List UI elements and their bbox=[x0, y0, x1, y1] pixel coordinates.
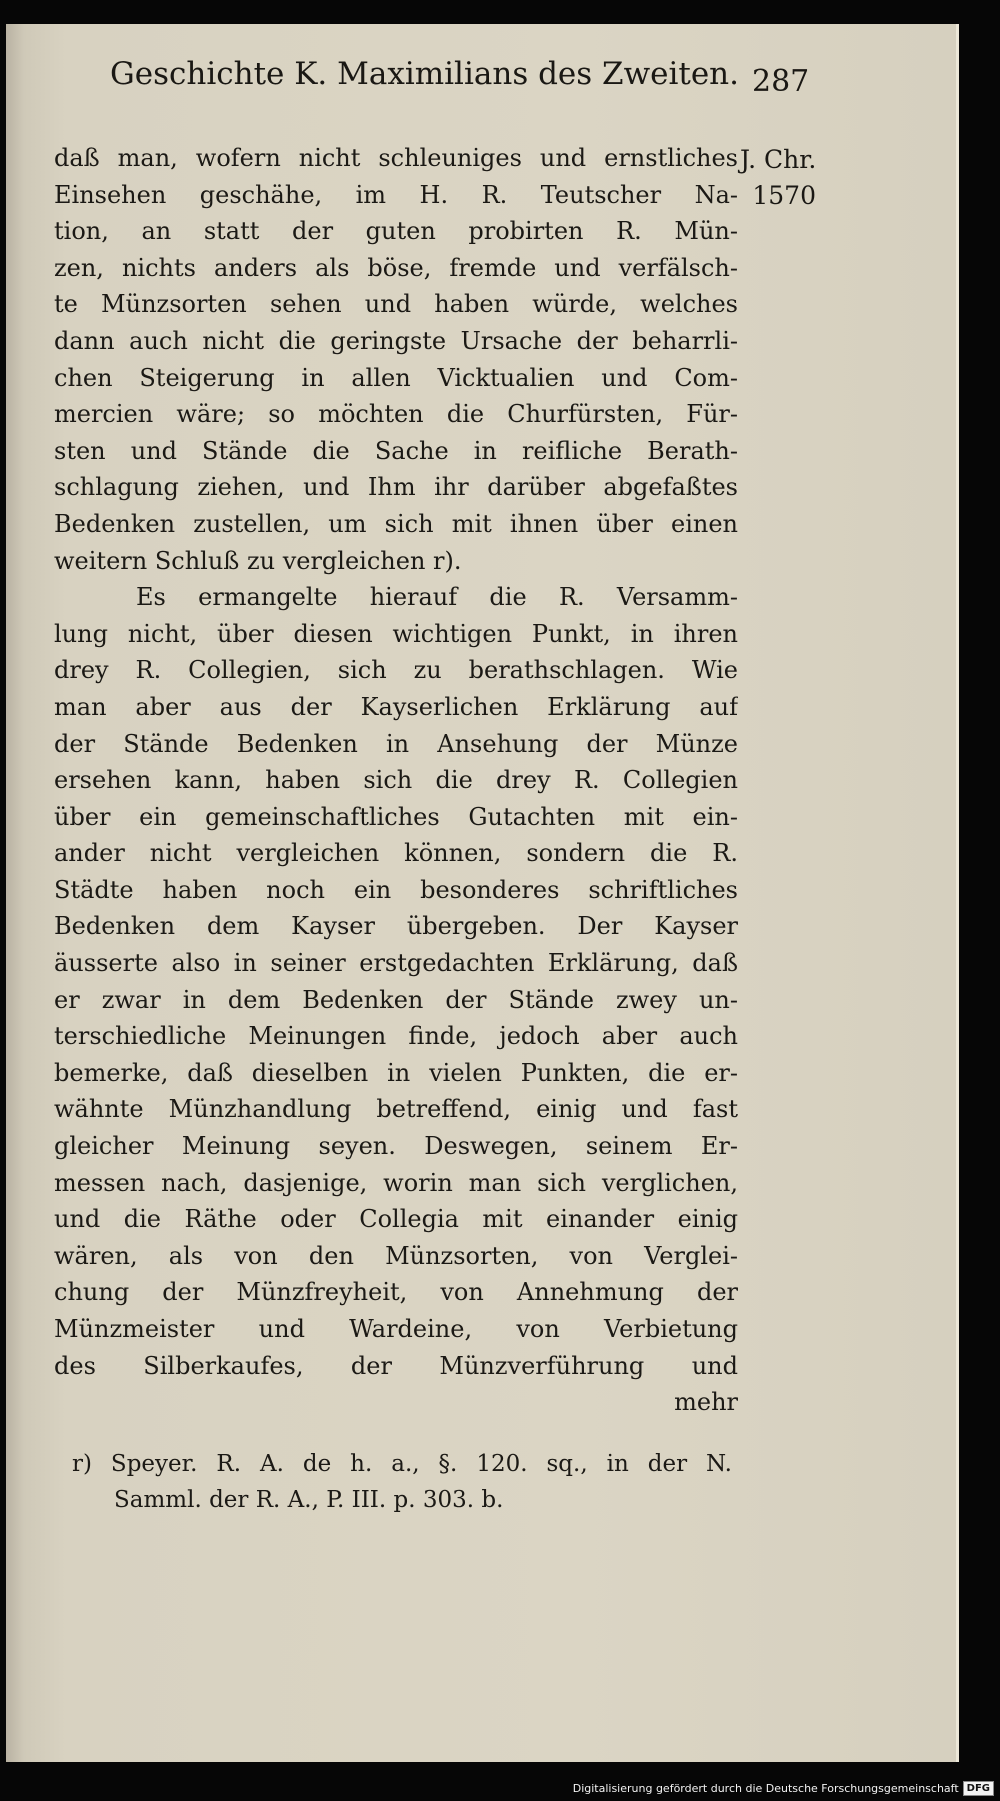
dfg-logo-icon: DFG bbox=[963, 1781, 994, 1796]
text-line: man aber aus der Kayserlichen Erklärung auf bbox=[54, 692, 738, 721]
text-line: wären, als von den Münzsorten, von Verglei- bbox=[54, 1241, 738, 1270]
text-line: der Stände Bedenken in Ansehung der Münze bbox=[54, 729, 738, 758]
text-line: über ein gemeinschaftliches Gutachten mit ein- bbox=[54, 802, 738, 831]
page-number: 287 bbox=[752, 64, 810, 99]
text-line: des Silberkaufes, der Münzverführung und bbox=[54, 1351, 738, 1380]
text-line: chen Steigerung in allen Vicktualien und Com- bbox=[54, 363, 738, 392]
text-line: ander nicht vergleichen können, sondern die R. bbox=[54, 839, 738, 868]
text-line: ersehen kann, haben sich die drey R. Collegien bbox=[54, 766, 738, 795]
text-line: bemerke, daß dieselben in vielen Punkten, die er- bbox=[54, 1058, 738, 1087]
text-line: terschiedliche Meinungen finde, jedoch aber auch bbox=[54, 1022, 738, 1051]
marginal-note-era: J. Chr. bbox=[740, 145, 817, 174]
body-text bbox=[54, 140, 738, 1421]
marginal-note-year: 1570 bbox=[752, 181, 816, 210]
text-line: zen, nichts anders als böse, fremde und verfälsch- bbox=[54, 253, 738, 282]
text-line: schlagung ziehen, und Ihm ihr darüber abgefaßtes bbox=[54, 473, 738, 502]
footnote-line: Samml. der R. A., P. III. p. 303. b. bbox=[114, 1487, 504, 1513]
funding-credit-text: Digitalisierung gefördert durch die Deutsche Forschungsgemeinschaft bbox=[572, 1781, 959, 1795]
text-line-paragraph-start: Es ermangelte hierauf die R. Versamm- bbox=[136, 583, 738, 612]
text-line: messen nach, dasjenige, worin man sich verglichen, bbox=[54, 1168, 738, 1197]
text-line: Bedenken dem Kayser übergeben. Der Kayser bbox=[54, 912, 738, 941]
text-line: Einsehen geschähe, im H. R. Teutscher Na- bbox=[54, 180, 738, 209]
text-line: weitern Schluß zu vergleichen r). bbox=[54, 546, 462, 575]
text-line: und die Räthe oder Collegia mit einander einig bbox=[54, 1205, 738, 1234]
marginal-note bbox=[740, 142, 816, 214]
text-line: dann auch nicht die geringste Ursache der beharrli- bbox=[54, 326, 738, 355]
text-line: wähnte Münzhandlung betreffend, einig und fast bbox=[54, 1095, 738, 1124]
footnote bbox=[72, 1446, 732, 1518]
text-line: lung nicht, über diesen wichtigen Punkt, in ihren bbox=[54, 619, 738, 648]
text-line: Städte haben noch ein besonderes schriftliches bbox=[54, 875, 738, 904]
footnote-line: r) Speyer. R. A. de h. a., §. 120. sq., in der N. bbox=[72, 1451, 732, 1477]
text-line: tion, an statt der guten probirten R. Mün- bbox=[54, 217, 738, 246]
text-line: gleicher Meinung seyen. Deswegen, seinem Er- bbox=[54, 1132, 738, 1161]
text-line: Münzmeister und Wardeine, von Verbietung bbox=[54, 1315, 738, 1343]
text-line: drey R. Collegien, sich zu berathschlagen. Wie bbox=[54, 656, 738, 685]
text-line: äusserte also in seiner erstgedachten Erklärung, daß bbox=[54, 949, 738, 978]
text-line: mercien wäre; so möchten die Churfürsten, Für- bbox=[54, 400, 738, 429]
text-line: te Münzsorten sehen und haben würde, welches bbox=[54, 290, 738, 319]
text-line: er zwar in dem Bedenken der Stände zwey un- bbox=[54, 985, 738, 1014]
text-line: Bedenken zustellen, um sich mit ihnen über einen bbox=[54, 509, 738, 538]
text-line: sten und Stände die Sache in reifliche Berath- bbox=[54, 436, 738, 465]
catchword: mehr bbox=[674, 1388, 738, 1417]
funding-credit bbox=[573, 1778, 994, 1798]
text-line: chung der Münzfreyheit, von Annehmung der bbox=[54, 1278, 738, 1307]
text-line: daß man, wofern nicht schleuniges und ernstliches bbox=[54, 144, 738, 172]
running-head: Geschichte K. Maximilians des Zweiten. bbox=[110, 56, 739, 92]
